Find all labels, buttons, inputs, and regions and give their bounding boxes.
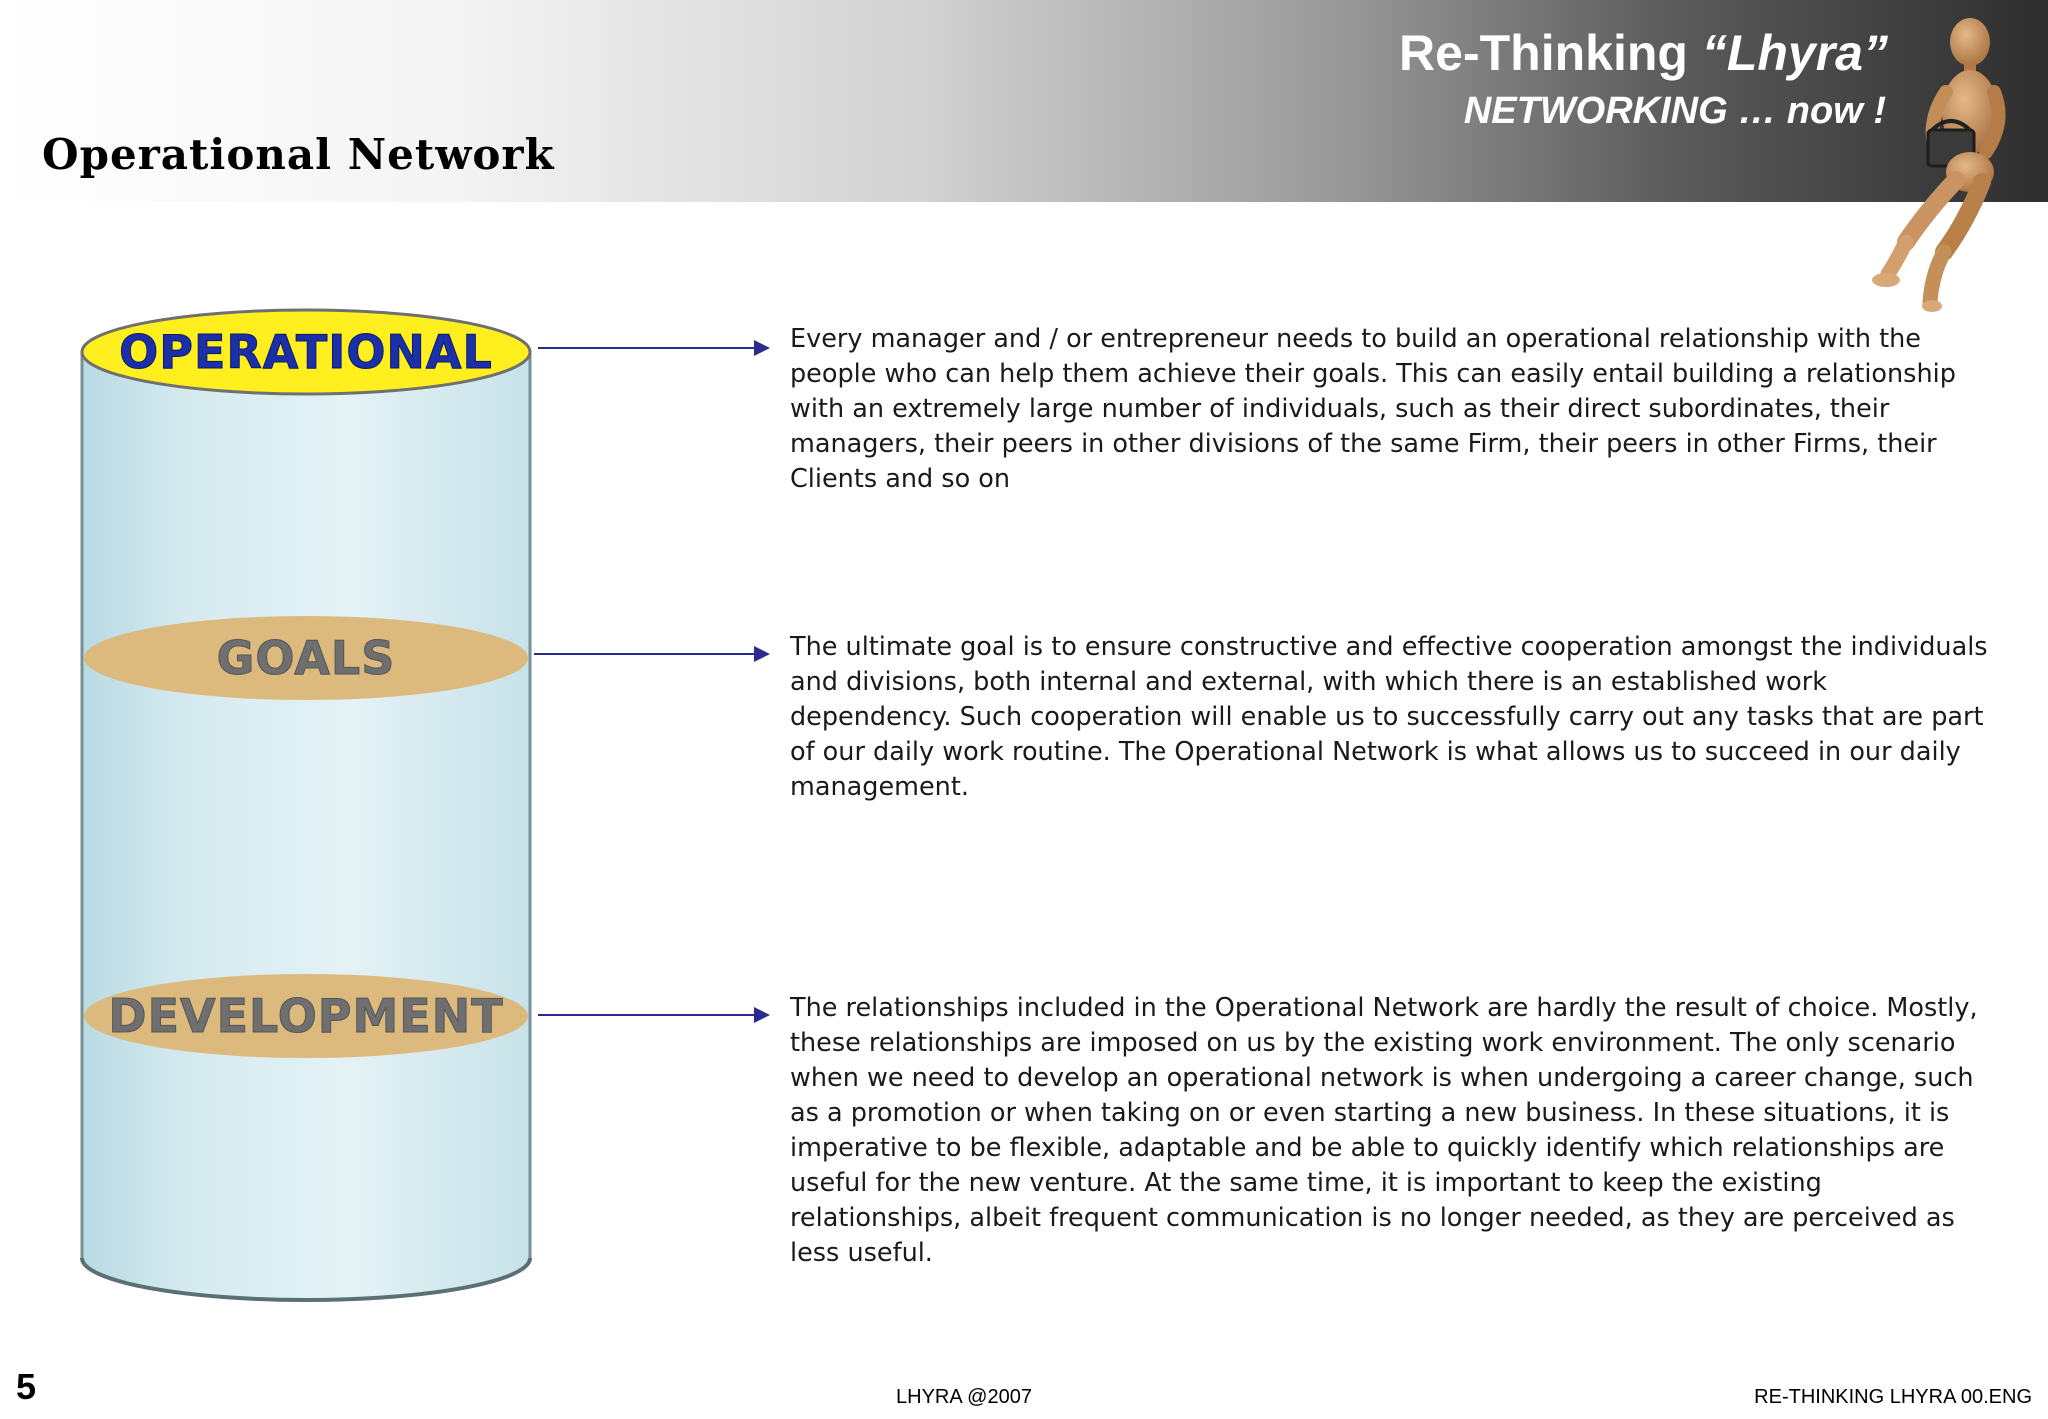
- brand-title-name: “Lhyra”: [1701, 25, 1888, 81]
- footer-document-code: RE-THINKING LHYRA 00.ENG: [1754, 1386, 2032, 1408]
- cylinder-body: [82, 352, 530, 1300]
- arrow-development: [538, 1003, 770, 1027]
- footer-copyright: LHYRA @2007: [896, 1386, 1032, 1408]
- paragraph-operational: Every manager and / or entrepreneur needs to build an operational relationship with the people who can help them achieve their goals. This can easily entail building a relationship with an extremely large number of individuals, such as their direct subordinates, their managers, their peers in other divisions of the same Firm, their peers in other Firms, their Clients and so on: [790, 324, 1956, 494]
- development-label: DEVELOPMENT: [108, 989, 504, 1043]
- brand-title-prefix: Re-Thinking: [1399, 25, 1688, 81]
- arrow-operational: [538, 336, 770, 360]
- brand-title: [1399, 24, 1888, 82]
- operational-label: OPERATIONAL: [119, 325, 493, 379]
- mannequin-figure: [1866, 12, 2046, 312]
- paragraph-goals: The ultimate goal is to ensure constructive and effective cooperation amongst the individuals and divisions, both internal and external, with which there is an established work dependency. Such cooperation will enable us to successfully carry out any tasks that are part of our daily work routine. The Operational Network is what allows us to succeed in our daily management.: [790, 632, 1988, 802]
- cylinder-diagram: [70, 300, 550, 1320]
- brand-block: [1399, 24, 1888, 140]
- brand-subtitle: NETWORKING … now !: [1463, 90, 1886, 132]
- arrow-goals: [534, 642, 770, 666]
- page-title: Operational Network: [42, 130, 555, 179]
- page-number: 5: [16, 1366, 37, 1407]
- paragraph-development: The relationships included in the Operational Network are hardly the result of choice. Mostly, these relationships are imposed on us by the existing work environment. The only scenario when we need to develop an operational network is when undergoing a career change, such as a promotion or when taking on or even starting a new business. In these situations, it is imperative to be flexible, adaptable and be able to quickly identify which relationships are useful for the new venture. At the same time, it is important to keep the existing relationships, albeit frequent communication is no longer needed, as they are perceived as less useful.: [790, 993, 1978, 1268]
- goals-label: GOALS: [216, 631, 396, 685]
